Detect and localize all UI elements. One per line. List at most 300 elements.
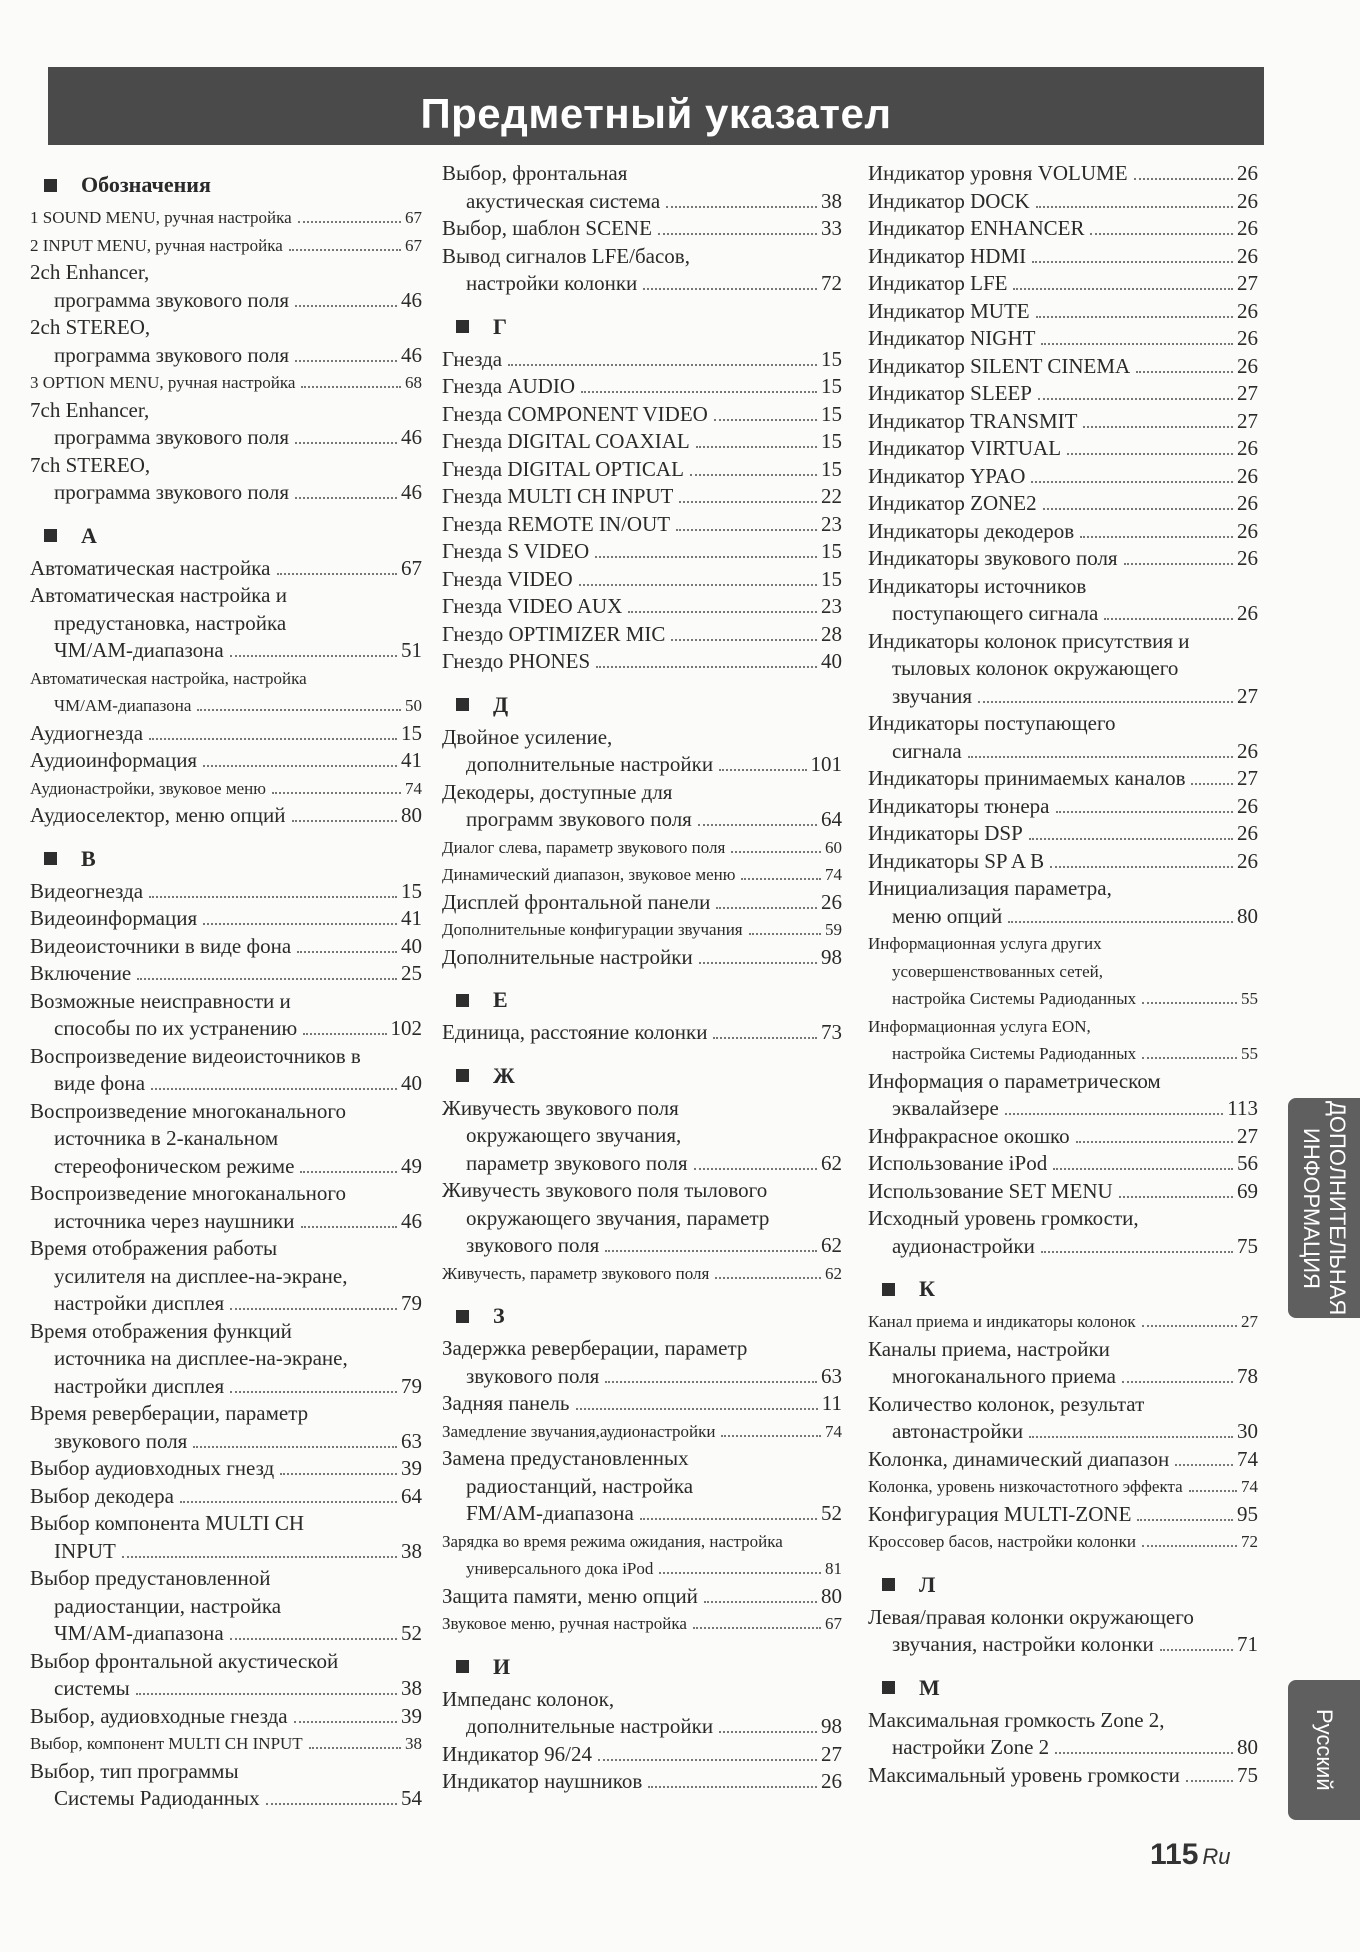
index-section bbox=[442, 1059, 842, 1288]
index-entry bbox=[30, 1180, 422, 1235]
entry-text: усилителя на дисплее-на-экране, bbox=[54, 1263, 348, 1288]
index-entry bbox=[442, 621, 842, 649]
index-entry bbox=[30, 1043, 422, 1098]
entry-text: Индикатор уровня VOLUME bbox=[868, 161, 1128, 185]
entry-text: Аудиоинформация bbox=[30, 748, 198, 772]
entry-page-number: 38 bbox=[821, 188, 842, 213]
dot-leader bbox=[1005, 1113, 1223, 1115]
section-letter: Обозначения bbox=[81, 172, 211, 197]
index-entry bbox=[868, 1308, 1258, 1336]
entry-page-number: 72 bbox=[1241, 1532, 1258, 1551]
entry-text: Использование SET MENU bbox=[868, 1178, 1113, 1203]
entry-text: Аудиогнезда bbox=[30, 720, 144, 745]
dot-leader bbox=[1142, 1057, 1237, 1059]
entry-page-number: 80 bbox=[1237, 903, 1258, 928]
entry-text: Задняя панель bbox=[442, 1391, 570, 1415]
entry-page-number: 41 bbox=[401, 748, 422, 772]
entry-page-number: 26 bbox=[1237, 188, 1258, 213]
entry-page-number: 38 bbox=[401, 1676, 422, 1700]
entry-text: Индикаторы поступающего bbox=[868, 711, 1116, 735]
dot-leader bbox=[1041, 1251, 1233, 1253]
section-letter: Л bbox=[919, 1571, 936, 1597]
entry-text: Системы Радиоданных bbox=[54, 1786, 260, 1810]
dot-leader bbox=[679, 501, 817, 503]
entry-page-number: 74 bbox=[1237, 1446, 1258, 1471]
dot-leader bbox=[696, 446, 817, 448]
entry-text: Колонка, уровень низкочастотного эффекта bbox=[868, 1477, 1183, 1496]
entry-text: Гнездо PHONES bbox=[442, 649, 591, 673]
entry-text: Выбор декодера bbox=[30, 1483, 174, 1508]
entry-text: программа звукового поля bbox=[54, 480, 290, 504]
entry-text: Воспроизведение многоканального bbox=[30, 1098, 346, 1123]
entry-page-number: 55 bbox=[1241, 989, 1258, 1008]
entry-page-number: 74 bbox=[825, 865, 842, 884]
entry-text: программа звукового поля bbox=[54, 287, 290, 312]
dot-leader bbox=[1036, 316, 1233, 318]
dot-leader bbox=[1142, 1002, 1237, 1004]
entry-text: Индикатор VIRTUAL bbox=[868, 436, 1062, 460]
entry-text: Двойное усиление, bbox=[442, 724, 613, 749]
index-entry bbox=[442, 401, 842, 429]
dot-leader bbox=[968, 756, 1233, 758]
entry-text: усовершенствованных сетей, bbox=[892, 961, 1103, 981]
index-entry bbox=[442, 456, 842, 484]
square-bullet-icon bbox=[456, 320, 469, 333]
entry-page-number: 30 bbox=[1237, 1419, 1258, 1443]
index-entry bbox=[442, 724, 842, 779]
entry-text: Индикаторы колонок присутствия и bbox=[868, 628, 1190, 653]
index-entry bbox=[442, 243, 842, 298]
dot-leader bbox=[151, 1088, 397, 1090]
index-section bbox=[442, 1299, 842, 1638]
square-bullet-icon bbox=[44, 529, 57, 542]
entry-text: Индикаторы DSP bbox=[868, 821, 1023, 845]
dot-leader bbox=[1160, 1649, 1233, 1651]
section-heading bbox=[442, 688, 842, 722]
entry-text: Время отображения работы bbox=[30, 1236, 278, 1260]
index-entry bbox=[868, 710, 1258, 765]
entry-page-number: 74 bbox=[1241, 1477, 1258, 1496]
entry-text: INPUT bbox=[54, 1538, 116, 1563]
dot-leader bbox=[1031, 481, 1233, 483]
index-entry bbox=[868, 1205, 1258, 1260]
index-section bbox=[868, 1272, 1258, 1556]
dot-leader bbox=[699, 962, 817, 964]
entry-page-number: 15 bbox=[821, 456, 842, 481]
entry-page-number: 33 bbox=[821, 216, 842, 240]
index-entry bbox=[442, 1610, 842, 1638]
index-entry bbox=[868, 1336, 1258, 1391]
index-entry bbox=[868, 1391, 1258, 1446]
entry-text: программа звукового поля bbox=[54, 425, 290, 449]
entry-text: Видеоисточники в виде фона bbox=[30, 933, 292, 958]
section-heading bbox=[30, 842, 422, 876]
index-entry bbox=[30, 1565, 422, 1648]
entry-page-number: 15 bbox=[821, 374, 842, 398]
index-entry bbox=[442, 483, 842, 511]
dot-leader bbox=[1104, 618, 1233, 620]
index-entry bbox=[442, 1741, 842, 1769]
dot-leader bbox=[1029, 838, 1233, 840]
entry-page-number: 62 bbox=[825, 1263, 842, 1283]
entry-text: Живучесть, параметр звукового поля bbox=[442, 1263, 710, 1283]
entry-text: Инфракрасное окошко bbox=[868, 1123, 1070, 1148]
index-entry bbox=[868, 930, 1258, 1013]
dot-leader bbox=[122, 1556, 397, 1558]
entry-text: Индикатор LFE bbox=[868, 271, 1008, 295]
index-entry bbox=[30, 1703, 422, 1731]
index-entry bbox=[442, 779, 842, 834]
section-heading bbox=[868, 1568, 1258, 1602]
index-entry bbox=[30, 582, 422, 665]
entry-page-number: 80 bbox=[1237, 1735, 1258, 1759]
entry-text: Информационная услуга EON, bbox=[868, 1016, 1091, 1036]
entry-page-number: 26 bbox=[1237, 463, 1258, 488]
index-section bbox=[442, 1650, 842, 1796]
page-number bbox=[1150, 1838, 1231, 1872]
dot-leader bbox=[704, 1601, 817, 1603]
dot-leader bbox=[1053, 1168, 1233, 1170]
index-entry bbox=[442, 511, 842, 539]
entry-page-number: 68 bbox=[405, 373, 422, 392]
index-column-2 bbox=[442, 160, 842, 1808]
entry-text: окружающего звучания, параметр bbox=[466, 1205, 770, 1230]
square-bullet-icon bbox=[456, 994, 469, 1007]
entry-page-number: 46 bbox=[401, 287, 422, 312]
dot-leader bbox=[309, 1747, 401, 1749]
entry-text: Защита памяти, меню опций bbox=[442, 1583, 698, 1608]
square-bullet-icon bbox=[456, 698, 469, 711]
entry-text: Аудиоселектор, меню опций bbox=[30, 803, 286, 827]
index-entry bbox=[442, 1445, 842, 1528]
entry-text: звукового поля bbox=[466, 1363, 600, 1388]
entry-page-number: 46 bbox=[401, 342, 422, 367]
section-letter: B bbox=[81, 845, 96, 871]
dot-leader bbox=[598, 1759, 817, 1761]
index-entry bbox=[442, 1686, 842, 1741]
entry-text: радиостанции, настройка bbox=[54, 1593, 282, 1618]
index-entry bbox=[30, 397, 422, 452]
index-column-3 bbox=[868, 160, 1258, 1801]
index-entry bbox=[30, 747, 422, 775]
entry-page-number: 27 bbox=[1237, 683, 1258, 708]
entry-page-number: 50 bbox=[405, 696, 422, 715]
entry-page-number: 63 bbox=[821, 1363, 842, 1388]
index-entry bbox=[30, 1758, 422, 1813]
dot-leader bbox=[203, 923, 397, 925]
entry-text: Колонка, динамический диапазон bbox=[868, 1446, 1170, 1471]
index-entry bbox=[30, 555, 422, 583]
entry-text: Воспроизведение видеоисточников в bbox=[30, 1043, 361, 1068]
entry-text: Автоматическая настройка bbox=[30, 555, 271, 580]
dot-leader bbox=[741, 878, 821, 880]
index-entry bbox=[30, 204, 422, 232]
index-entry bbox=[30, 960, 422, 988]
index-entry bbox=[868, 243, 1258, 271]
dot-leader bbox=[1043, 508, 1233, 510]
section-heading bbox=[442, 1299, 842, 1333]
entry-text: Кроссовер басов, настройки колонки bbox=[868, 1532, 1136, 1551]
dot-leader bbox=[197, 709, 401, 711]
entry-text: Замедление звучания,аудионастройки bbox=[442, 1421, 716, 1441]
entry-page-number: 113 bbox=[1227, 1096, 1258, 1120]
entry-text: Информационная услуга других bbox=[868, 934, 1102, 953]
entry-text: дополнительные настройки bbox=[466, 752, 714, 776]
dot-leader bbox=[193, 1446, 397, 1448]
index-entry bbox=[868, 380, 1258, 408]
entry-text: FM/AM-диапазона bbox=[466, 1501, 634, 1525]
dot-leader bbox=[1038, 398, 1233, 400]
dot-leader bbox=[277, 573, 398, 575]
dot-leader bbox=[230, 655, 397, 657]
dot-leader bbox=[230, 1308, 397, 1310]
entry-page-number: 39 bbox=[401, 1456, 422, 1480]
entry-text: Возможные неисправности и bbox=[30, 988, 291, 1013]
index-column-1 bbox=[30, 160, 422, 1825]
page-title: Предметный указател bbox=[420, 90, 892, 137]
entry-text: Гнезда REMOTE IN/OUT bbox=[442, 511, 671, 536]
dot-leader bbox=[719, 769, 806, 771]
index-entry bbox=[442, 566, 842, 594]
index-entry bbox=[30, 369, 422, 397]
dot-leader bbox=[508, 364, 817, 366]
entry-text: 2ch Enhancer, bbox=[30, 260, 150, 284]
entry-text: Гнезда bbox=[442, 346, 503, 371]
index-entry bbox=[30, 1648, 422, 1703]
section-tab-additional-info[interactable] bbox=[1288, 1098, 1360, 1318]
square-bullet-icon bbox=[456, 1660, 469, 1673]
page-language-suffix: Ru bbox=[1202, 1844, 1231, 1869]
entry-page-number: 26 bbox=[1237, 793, 1258, 818]
entry-page-number: 23 bbox=[821, 511, 842, 536]
dot-leader bbox=[1083, 426, 1233, 428]
index-entry bbox=[868, 1150, 1258, 1178]
entry-text: Гнездо OPTIMIZER MIC bbox=[442, 621, 666, 646]
dot-leader bbox=[1008, 921, 1233, 923]
index-section bbox=[442, 160, 842, 298]
index-entry bbox=[868, 875, 1258, 930]
dot-leader bbox=[694, 1168, 817, 1170]
entry-page-number: 15 bbox=[401, 720, 422, 745]
index-section bbox=[30, 168, 422, 507]
square-bullet-icon bbox=[456, 1069, 469, 1082]
index-entry bbox=[868, 518, 1258, 546]
dot-leader bbox=[628, 611, 817, 613]
dot-leader bbox=[1189, 1490, 1237, 1492]
dot-leader bbox=[203, 765, 397, 767]
section-letter: З bbox=[493, 1303, 505, 1328]
entry-text: Аудионастройки, звуковое меню bbox=[30, 778, 266, 798]
entry-text: звучания, настройки колонки bbox=[892, 1632, 1154, 1656]
entry-page-number: 52 bbox=[821, 1501, 842, 1525]
index-section bbox=[442, 983, 842, 1047]
entry-page-number: 26 bbox=[1237, 848, 1258, 873]
index-entry bbox=[868, 1123, 1258, 1151]
entry-page-number: 67 bbox=[401, 555, 422, 580]
entry-page-number: 72 bbox=[821, 271, 842, 295]
entry-text: Выбор, аудиовходные гнезда bbox=[30, 1703, 288, 1728]
entry-page-number: 80 bbox=[401, 803, 422, 827]
index-entry bbox=[442, 1583, 842, 1611]
index-entry bbox=[30, 665, 422, 720]
entry-text: звучания bbox=[892, 683, 973, 708]
index-entry bbox=[868, 1501, 1258, 1529]
index-entry bbox=[442, 944, 842, 972]
index-entry bbox=[868, 463, 1258, 491]
entry-text: предустановка, настройка bbox=[54, 610, 287, 635]
entry-page-number: 28 bbox=[821, 621, 842, 646]
entry-text: Левая/правая колонки окружающего bbox=[868, 1604, 1194, 1629]
dot-leader bbox=[1041, 343, 1233, 345]
dot-leader bbox=[149, 896, 397, 898]
entry-page-number: 27 bbox=[1237, 766, 1258, 790]
entry-page-number: 69 bbox=[1237, 1178, 1258, 1203]
entry-text: поступающего сигнала bbox=[892, 601, 1099, 625]
entry-page-number: 73 bbox=[821, 1020, 842, 1044]
entry-text: 2 INPUT MENU, ручная настройка bbox=[30, 235, 283, 255]
entry-text: Индикатор SLEEP bbox=[868, 381, 1032, 405]
index-section bbox=[30, 519, 422, 830]
index-entry bbox=[30, 452, 422, 507]
entry-text: Вывод сигналов LFE/басов, bbox=[442, 243, 690, 268]
entry-page-number: 15 bbox=[821, 566, 842, 591]
dot-leader bbox=[1142, 1545, 1237, 1547]
dot-leader bbox=[576, 1408, 818, 1410]
entry-page-number: 75 bbox=[1237, 1762, 1258, 1787]
entry-page-number: 26 bbox=[1237, 216, 1258, 240]
entry-page-number: 27 bbox=[1237, 1123, 1258, 1148]
entry-text: настройка Системы Радиоданных bbox=[892, 989, 1137, 1008]
entry-page-number: 56 bbox=[1237, 1151, 1258, 1175]
entry-page-number: 75 bbox=[1237, 1233, 1258, 1258]
index-entry bbox=[442, 160, 842, 215]
entry-page-number: 67 bbox=[825, 1614, 842, 1633]
entry-page-number: 26 bbox=[1237, 821, 1258, 845]
index-entry bbox=[868, 188, 1258, 216]
entry-page-number: 81 bbox=[825, 1559, 842, 1578]
entry-text: Индикатор 96/24 bbox=[442, 1741, 592, 1766]
entry-page-number: 49 bbox=[401, 1153, 422, 1178]
index-entry bbox=[442, 1390, 842, 1418]
entry-text: 1 SOUND MENU, ручная настройка bbox=[30, 208, 292, 227]
entry-text: способы по их устранению bbox=[54, 1016, 298, 1040]
entry-page-number: 26 bbox=[821, 1769, 842, 1793]
entry-text: эквалайзере bbox=[892, 1096, 999, 1120]
dot-leader bbox=[596, 666, 817, 668]
entry-text: дополнительные настройки bbox=[466, 1714, 714, 1738]
dot-leader bbox=[1119, 1196, 1233, 1198]
index-entry bbox=[868, 1013, 1258, 1068]
index-entry bbox=[868, 1446, 1258, 1474]
entry-text: Гнезда DIGITAL COAXIAL bbox=[442, 429, 690, 453]
entry-page-number: 64 bbox=[401, 1483, 422, 1508]
index-entry bbox=[442, 648, 842, 676]
entry-text: Индикатор ENHANCER bbox=[868, 216, 1085, 240]
language-tab[interactable] bbox=[1288, 1680, 1360, 1820]
index-entry bbox=[868, 848, 1258, 876]
entry-page-number: 98 bbox=[821, 1714, 842, 1738]
entry-text: радиостанций, настройка bbox=[466, 1473, 694, 1498]
dot-leader bbox=[1136, 371, 1233, 373]
dot-leader bbox=[1122, 1381, 1233, 1383]
dot-leader bbox=[230, 1638, 397, 1640]
section-letter: Ж bbox=[493, 1062, 515, 1088]
entry-text: Декодеры, доступные для bbox=[442, 779, 673, 804]
section-heading bbox=[868, 1272, 1258, 1306]
section-heading bbox=[868, 1671, 1258, 1705]
dot-leader bbox=[289, 249, 401, 251]
entry-text: параметр звукового поля bbox=[466, 1150, 688, 1175]
entry-text: Время отображения функций bbox=[30, 1318, 292, 1343]
index-entry bbox=[442, 1019, 842, 1047]
entry-text: системы bbox=[54, 1676, 130, 1700]
entry-page-number: 26 bbox=[1237, 161, 1258, 185]
entry-page-number: 27 bbox=[1237, 408, 1258, 433]
entry-text: звукового поля bbox=[54, 1428, 188, 1453]
entry-text: акустическая система bbox=[466, 188, 661, 213]
entry-page-number: 27 bbox=[1237, 271, 1258, 295]
entry-text: Дисплей фронтальной панели bbox=[442, 889, 711, 914]
index-entry bbox=[30, 905, 422, 933]
entry-text: Диалог слева, параметр звукового поля bbox=[442, 837, 726, 857]
entry-text: Дополнительные настройки bbox=[442, 944, 693, 969]
index-entry bbox=[868, 298, 1258, 326]
dot-leader bbox=[297, 951, 397, 953]
dot-leader bbox=[693, 1627, 821, 1629]
entry-text: Индикатор наушников bbox=[442, 1769, 643, 1793]
entry-text: сигнала bbox=[892, 738, 962, 763]
entry-page-number: 102 bbox=[390, 1016, 422, 1040]
entry-page-number: 80 bbox=[821, 1583, 842, 1608]
entry-text: Максимальный уровень громкости bbox=[868, 1762, 1180, 1787]
entry-page-number: 62 bbox=[821, 1150, 842, 1175]
dot-leader bbox=[648, 1786, 817, 1788]
index-entry bbox=[868, 1707, 1258, 1762]
index-entry bbox=[442, 593, 842, 621]
page-title-banner bbox=[48, 67, 1264, 145]
index-entry bbox=[30, 1455, 422, 1483]
entry-text: Видеоинформация bbox=[30, 906, 198, 930]
index-entry bbox=[868, 545, 1258, 573]
square-bullet-icon bbox=[882, 1681, 895, 1694]
dot-leader bbox=[1029, 1436, 1233, 1438]
entry-page-number: 26 bbox=[1237, 243, 1258, 268]
section-heading bbox=[442, 1650, 842, 1684]
dot-leader bbox=[698, 824, 817, 826]
entry-text: Выбор компонента MULTI CH bbox=[30, 1511, 305, 1535]
entry-text: автонастройки bbox=[892, 1419, 1024, 1443]
index-entry bbox=[868, 765, 1258, 793]
index-entry bbox=[868, 270, 1258, 298]
entry-text: Единица, расстояние колонки bbox=[442, 1020, 708, 1044]
index-section bbox=[30, 842, 422, 1813]
dot-leader bbox=[294, 1721, 397, 1723]
entry-text: Максимальная громкость Zone 2, bbox=[868, 1707, 1165, 1732]
dot-leader bbox=[272, 792, 401, 794]
entry-text: Выбор, фронтальная bbox=[442, 161, 628, 185]
entry-text: Звуковое меню, ручная настройка bbox=[442, 1614, 687, 1633]
index-entry bbox=[868, 353, 1258, 381]
index-entry bbox=[30, 720, 422, 748]
entry-page-number: 46 bbox=[401, 1208, 422, 1233]
dot-leader bbox=[295, 442, 397, 444]
square-bullet-icon bbox=[456, 1310, 469, 1323]
entry-text: Выбор аудиовходных гнезд bbox=[30, 1456, 275, 1480]
entry-text: Индикаторы декодеров bbox=[868, 518, 1075, 543]
entry-text: Индикаторы звукового поля bbox=[868, 546, 1118, 570]
dot-leader bbox=[1013, 288, 1233, 290]
entry-page-number: 15 bbox=[821, 539, 842, 563]
